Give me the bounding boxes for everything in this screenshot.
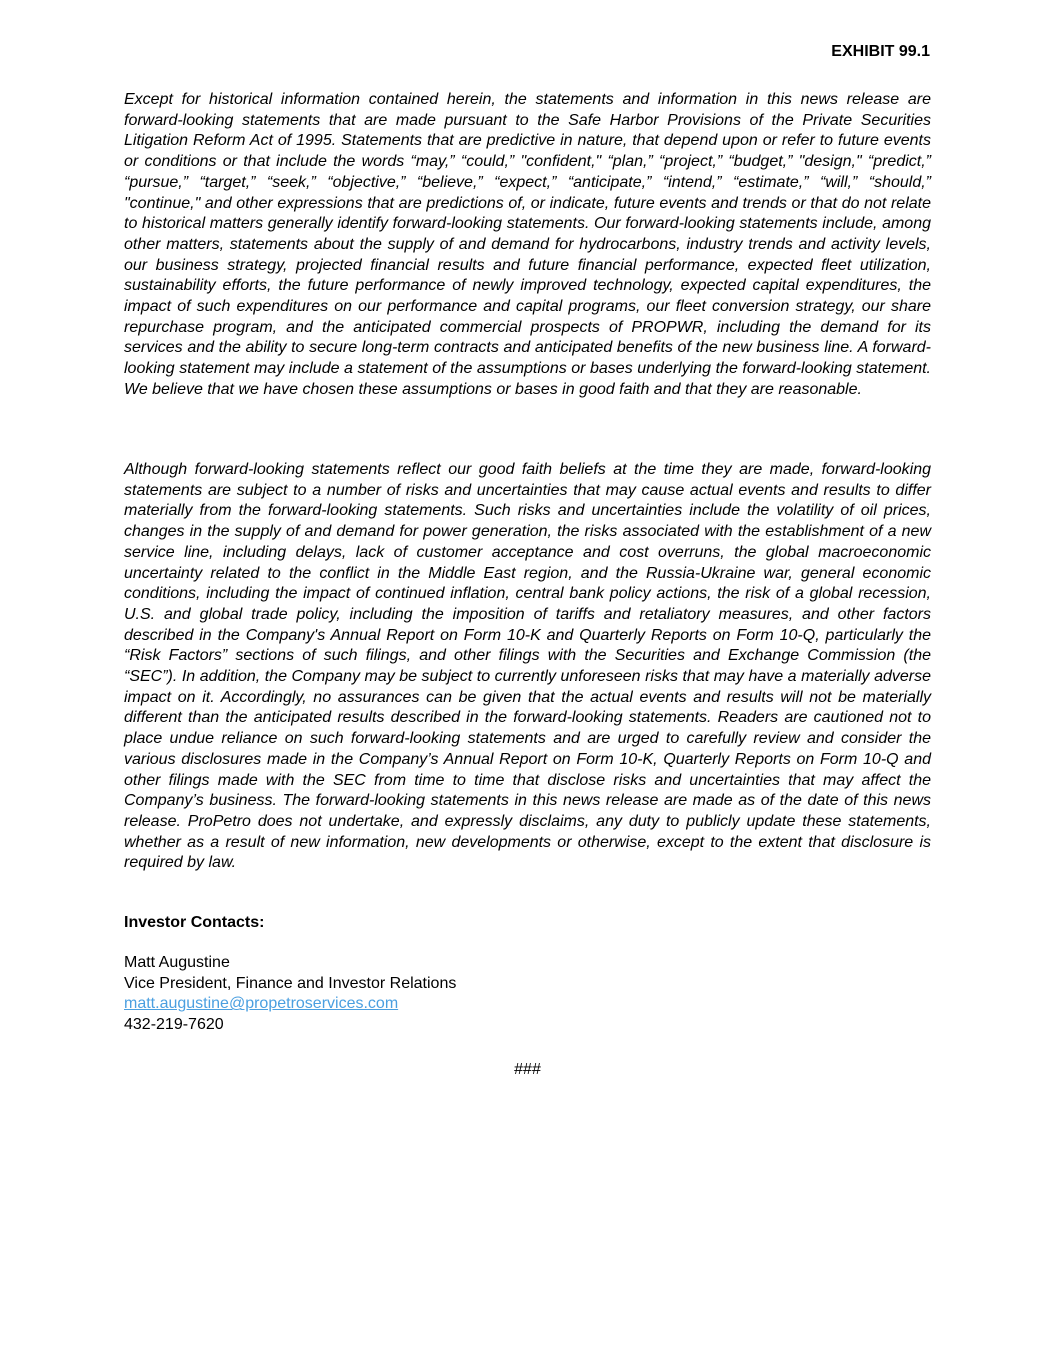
contact-name: Matt Augustine [124,954,230,971]
contact-title: Vice President, Finance and Investor Relations [124,974,457,992]
contact-block [124,953,456,1036]
end-of-document-mark: ### [514,1061,541,1078]
contact-phone: 432-219-7620 [124,1016,224,1034]
forward-looking-paragraph: Except for historical information contained herein, the statements and information in this news release are forward-looking statements that are made pursuant to the Safe Harbor Provisions of the Private Securities Litigation Reform Act of 1995. Statements that are predictive in nature, that depend upon or refer to future events or conditions or that include the words “may,” “could,” "confident," “plan,” “project,” “budget,” "design," “predict,” “pursue,” “target,” “seek,” “objective,” “believe,” “expect,” “anticipate,” “intend,” “estimate,” “will,” “should,” "continue," and other expressions that are predictions of, or indicate, future events and trends or that do not relate to historical matters generally identify forward-looking statements. Our forward-looking statements include, among other matters, statements about the supply of and demand for hydrocarbons, industry trends and activity levels, our business strategy, projected financial results and future financial performance, expected fleet utilization, sustainability efforts, the future performance of newly improved technology, expected capital expenditures, the impact of such expenditures on our performance and capital programs, our fleet conversion strategy, our share repurchase program, and the anticipated commercial prospects of PROPWR, including the demand for its services and the ability to secure long-term contracts and anticipated benefits of the new business line. A forward-looking statement may include a statement of the assumptions or bases underlying the forward-looking statement. We believe that we have chosen these assumptions or bases in good faith and that they are reasonable. [124,91,931,398]
exhibit-label: EXHIBIT 99.1 [831,43,930,60]
risk-factors-paragraph: Although forward-looking statements reflect our good faith beliefs at the time they are made, forward-looking statements are subject to a number of risks and uncertainties that may cause actual events and results to differ materially from the forward-looking statements. Such risks and uncertainties include the volatility of oil prices, changes in the supply of and demand for power generation, the risks associated with the establishment of a new service line, including delays, lack of customer acceptance and cost overruns, the global macroeconomic uncertainty related to the conflict in the Middle East region, and the Russia-Ukraine war, general economic conditions, including the impact of continued inflation, central bank policy actions, the risk of a global recession, U.S. and global trade policy, including the imposition of tariffs and retaliatory measures, and other factors described in the Company's Annual Report on Form 10-K and Quarterly Reports on Form 10-Q, particularly the “Risk Factors” sections of such filings, and other filings with the Securities and Exchange Commission (the “SEC”). In addition, the Company may be subject to currently unforeseen risks that may have a materially adverse impact on it. Accordingly, no assurances can be given that the actual events and results will not be materially different than the anticipated results described in the forward-looking statements. Readers are cautioned not to place undue reliance on such forward-looking statements and are urged to carefully review and consider the various disclosures made in the Company’s Annual Report on Form 10-K, Quarterly Reports on Form 10-Q and other filings made with the SEC from time to time that disclose risks and uncertainties that may affect the Company’s business. The forward-looking statements in this news release are made as of the date of this news release. ProPetro does not undertake, and expressly disclaims, any duty to publicly update these statements, whether as a result of new information, new developments or otherwise, except to the extent that disclosure is required by law. [124,461,931,872]
investor-contacts-heading: Investor Contacts: [124,914,265,931]
contact-email-link[interactable]: matt.augustine@propetroservices.com [124,995,399,1013]
